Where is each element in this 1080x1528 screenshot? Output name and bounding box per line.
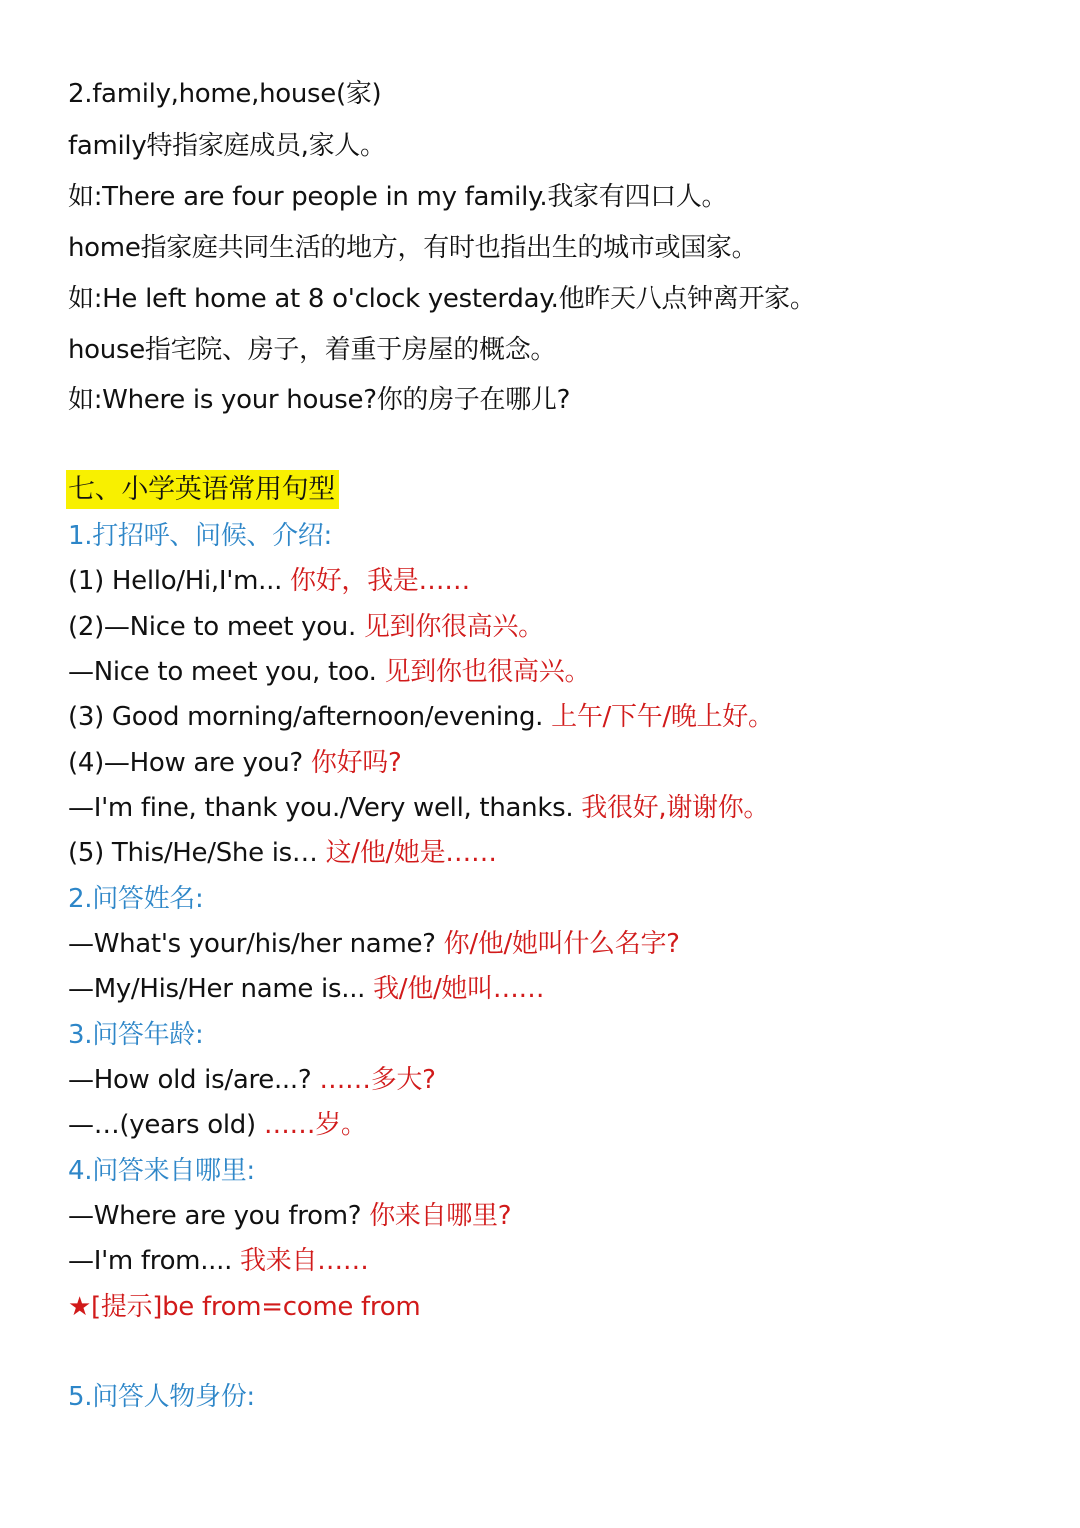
vocab-line: 如:There are four people in my family.我家有四口人。 [68,182,728,212]
sentence-row [68,700,774,734]
vocab-title: 2.family,home,house(家) [68,79,382,109]
sentence-en: —I'm fine, thank you./Very well, thanks. [68,793,574,823]
sentence-row [68,972,544,1006]
sentence-row [68,791,769,825]
sentence-en: (3) Good morning/afternoon/evening. [68,702,544,732]
sentence-zh: ……多大? [319,1065,436,1095]
sentence-row [68,746,401,780]
sentence-en: —…(years old) [68,1110,256,1140]
sentence-en: (2)—Nice to meet you. [68,612,356,642]
vocab-line: 如:He left home at 8 o'clock yesterday.他昨天八点钟离开家。 [68,284,816,314]
topic-title: 5.问答人物身份: [68,1382,255,1412]
sentence-en: (4)—How are you? [68,748,303,778]
sentence-row [68,1199,511,1233]
vocab-line: family特指家庭成员,家人。 [68,131,386,161]
section-heading [66,473,339,507]
sentence-zh: 上午/下午/晚上好。 [551,702,774,732]
sentence-row [68,927,680,961]
sentence-en: (1) Hello/Hi,I'm... [68,566,283,596]
topic-title: 2.问答姓名: [68,884,204,914]
sentence-zh: 你好吗? [310,748,402,778]
topic-title: 1.打招呼、问候、介绍: [68,521,332,551]
section-heading-text: 七、小学英语常用句型 [66,470,339,509]
sentence-row [68,1108,367,1142]
sentence-row [68,564,470,598]
sentence-zh: 我很好,谢谢你。 [581,793,770,823]
sentence-en: —Nice to meet you, too. [68,657,377,687]
sentence-en: —My/His/Her name is... [68,974,366,1004]
sentence-row [68,836,497,870]
star-icon: ★ [68,1292,92,1322]
sentence-row [68,610,544,644]
sentence-row [68,655,590,689]
sentence-en: —I'm from.... [68,1246,233,1276]
sentence-row [68,1063,436,1097]
sentence-zh: ……岁。 [263,1110,367,1140]
sentence-zh: 见到你也很高兴。 [384,657,591,687]
sentence-zh: 我来自…… [240,1246,369,1276]
sentence-en: —Where are you from? [68,1201,362,1231]
vocab-line: house指宅院、房子，着重于房屋的概念。 [68,335,557,365]
sentence-zh: 见到你很高兴。 [363,612,544,642]
topic-title: 3.问答年龄: [68,1020,204,1050]
vocab-line: 如:Where is your house?你的房子在哪儿? [68,385,571,415]
sentence-en: (5) This/He/She is… [68,838,318,868]
sentence-zh: 你/他/她叫什么名字? [443,929,680,959]
vocab-line: home指家庭共同生活的地方，有时也指出生的城市或国家。 [68,233,758,263]
tip-text: [提示]be from=come from [91,1292,421,1322]
sentence-en: —What's your/his/her name? [68,929,436,959]
sentence-row [68,1244,369,1278]
topic-title: 4.问答来自哪里: [68,1156,255,1186]
sentence-zh: 你来自哪里? [369,1201,512,1231]
sentence-zh: 这/他/她是…… [325,838,497,868]
sentence-zh: 我/他/她叫…… [373,974,545,1004]
sentence-en: —How old is/are...? [68,1065,312,1095]
tip-row [68,1290,420,1324]
sentence-zh: 你好，我是…… [290,566,470,596]
